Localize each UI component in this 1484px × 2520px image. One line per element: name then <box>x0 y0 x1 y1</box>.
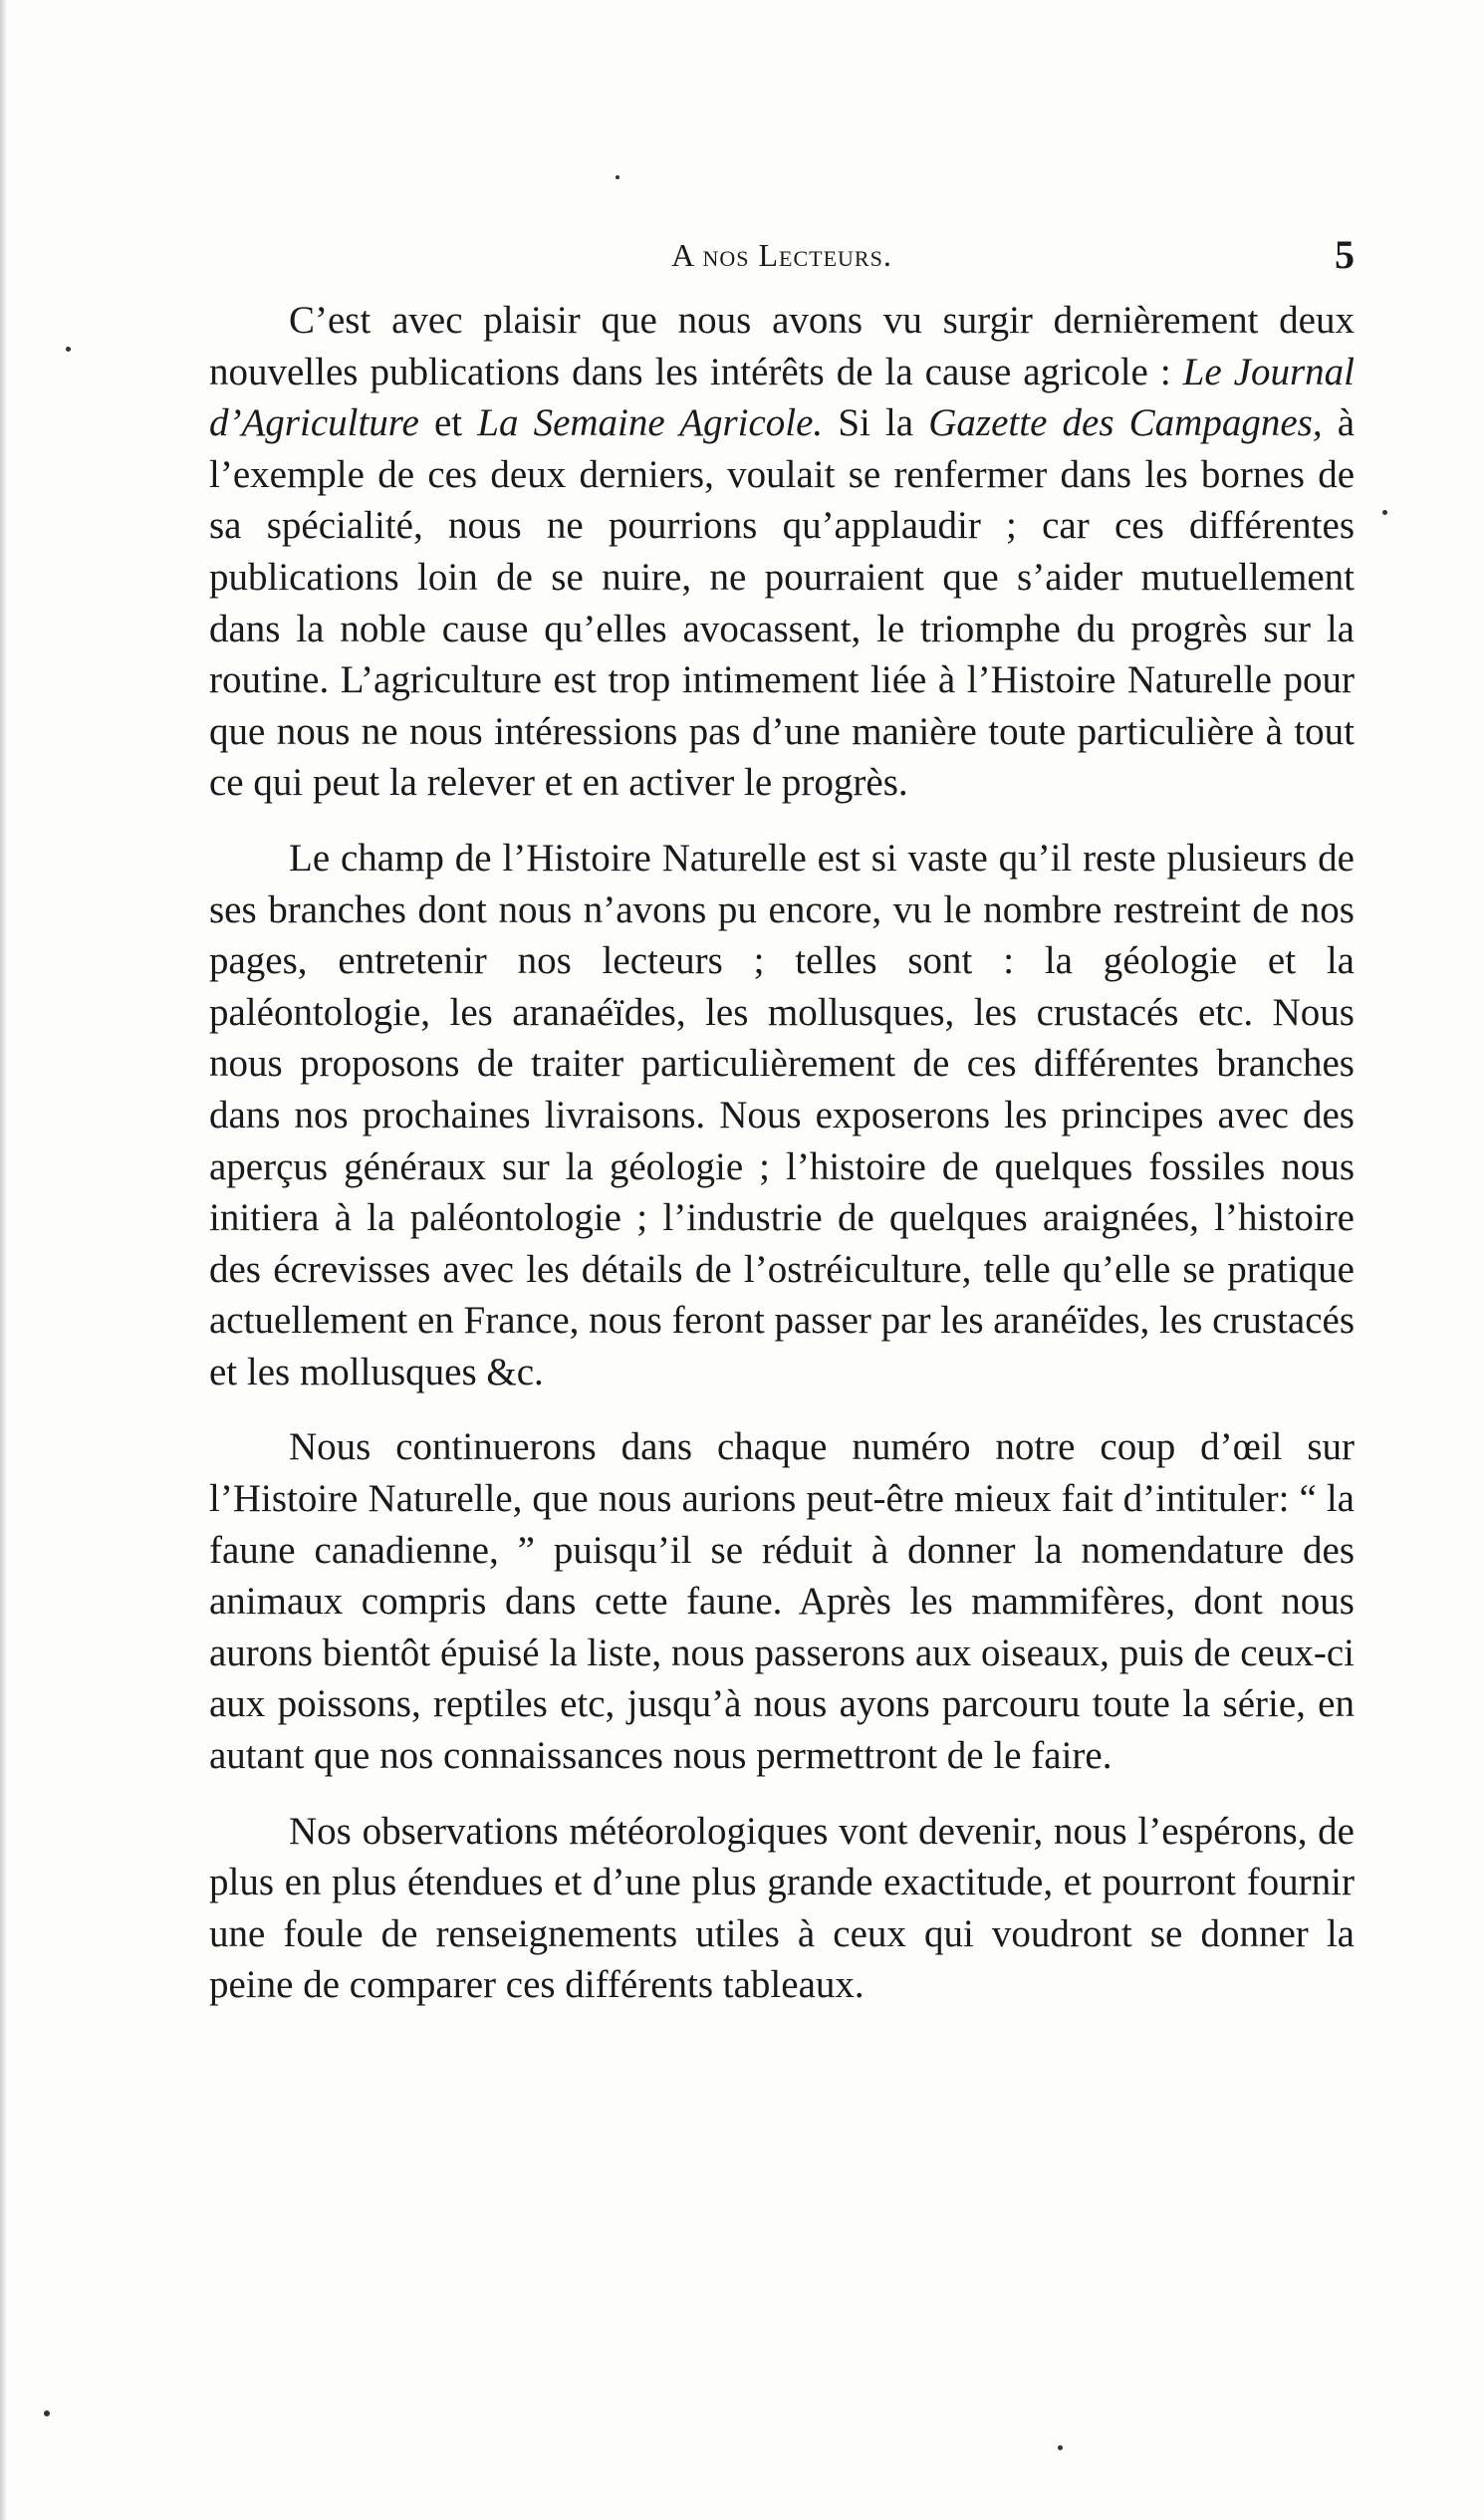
page-header <box>209 231 1355 291</box>
journal-title-semaine-agricole: La Semaine Agricole. <box>477 401 824 445</box>
paragraph-2: Le champ de l’Histoire Naturelle est si vaste qu’il reste plusieurs de ses branches dont nous n’avons pu encore, vu le nombre restreint de nos pages, entretenir nos lecteurs ; telles sont : la géologie et la paléontologie, les aranaéïdes, les mollusques, les crustacés etc. Nous nous proposons de traiter particulièrement de ces différentes branches dans nos prochaines livraisons. Nous exposerons les principes avec des aperçus généraux sur la géologie ; l’histoire de quelques fossiles nous initiera à la paléontologie ; l’industrie de quelques araignées, l’histoire des écrevisses avec les détails de l’ostréiculture, telle qu’elle se pratique actuellement en France, nous feront passer par les aranéïdes, les crustacés et les mollusques &c. <box>209 836 1356 1393</box>
body-text <box>209 295 1355 2035</box>
paragraph-1-text-b: et <box>418 401 478 445</box>
journal-title-gazette-campagnes: Gazette des Campagnes, <box>928 401 1323 445</box>
ink-speck <box>616 175 619 179</box>
page-edge-shadow <box>0 0 6 2520</box>
ink-speck <box>66 347 71 352</box>
paragraph-1 <box>209 295 1355 809</box>
page-number: 5 <box>1335 232 1355 277</box>
ink-speck <box>1058 2445 1063 2450</box>
journal-title-journal-agriculture: Le Journal d’Agriculture <box>209 350 1355 445</box>
paragraph-1-text-d: à l’exemple de ces deux derniers, voulait se renfermer dans les bornes de sa spécialité, nous ne pourrions qu’applaudir ; car ces différentes publications loin de se nuire, ne pourraient que s’aider mutuellement dans la noble cause qu’elles avocassent, le triomphe du progrès sur la routine. L’agriculture est trop intimement liée à l’Histoire Naturelle pour que nous ne nous intéressions pas d’une manière toute particulière à tout ce qui peut la relever et en activer le progrès. <box>209 401 1356 805</box>
ink-speck <box>44 2410 50 2416</box>
paragraph-4: Nos observations météorologiques vont devenir, nous l’espérons, de plus en plus étendues et d’une plus grande exactitude, et pourront fournir une foule de renseignements utiles à ceux qui voudront se donner la peine de comparer ces différents tableaux. <box>209 1809 1355 2007</box>
paragraph-1-text-a: C’est avec plaisir que nous avons vu surgir dernièrement deux nouvelles publications dans les intérêts de la cause agricole : <box>209 299 1355 393</box>
paragraph-1-text-c: Si la <box>823 401 929 445</box>
paragraph-3: Nous continuerons dans chaque numéro notre coup d’œil sur l’Histoire Naturelle, que nous aurions peut-être mieux fait d’intituler: “ la faune canadienne, ” puisqu’il se réduit à donner la nomendature des animaux compris dans cette faune. Après les mammifères, dont nous aurons bientôt épuisé la liste, nous passerons aux oiseaux, puis de ceux-ci aux poissons, reptiles etc, jusqu’à nous ayons parcouru toute la série, en autant que nos connaissances nous permettront de le faire. <box>209 1425 1355 1778</box>
running-head: A nos Lecteurs. <box>671 237 892 273</box>
ink-speck <box>1382 510 1387 515</box>
